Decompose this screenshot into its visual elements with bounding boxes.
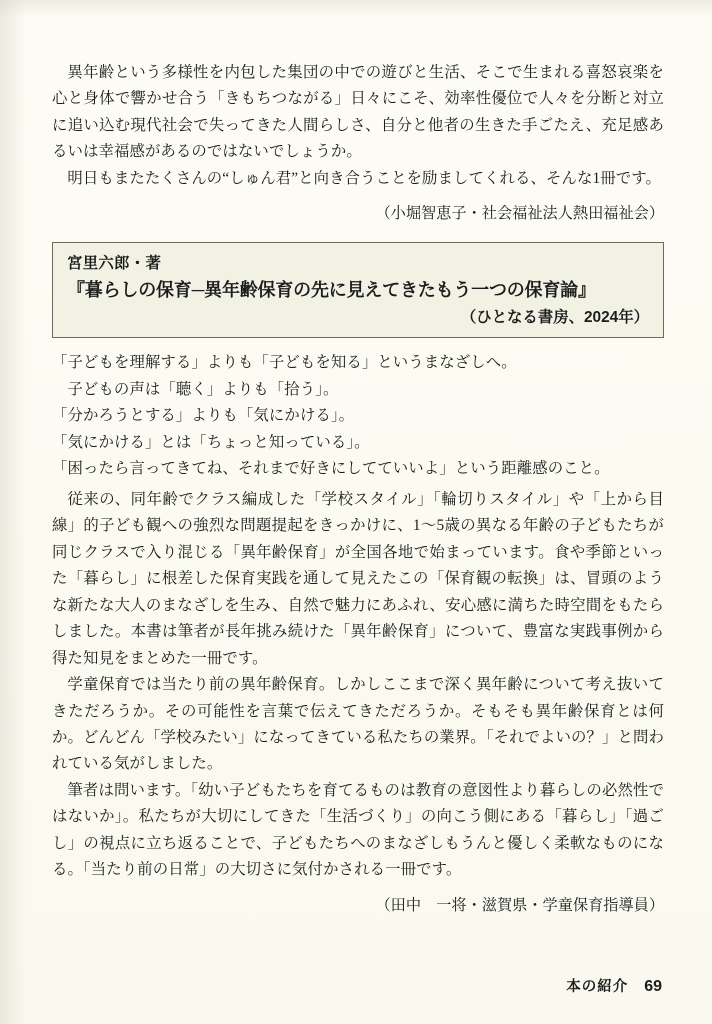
review-paragraph-2: 学童保育では当たり前の異年齢保育。しかしここまで深く異年齢について考え抜いてきただろうか。その可能性を言葉で伝えてきただろうか。そもそも異年齢保育とは何か。どんどん「学校みたい」になってきている私たちの業界。「それでよいの？」と問われている気がしました。: [52, 676, 664, 773]
review-line-5: 「困ったら言ってきてね、それまで好きにしてていいよ」という距離感のこと。: [52, 460, 610, 478]
intro-paragraph-1: 異年齢という多様性を内包した集団の中での遊びと生活、そこで生まれる喜怒哀楽を心と身体で響かせ合う「きもちつながる」日々にこそ、効率性優位で人々を分断と対立に追い込む現代社会で失ってきた人間らしさ、自分と他者の生きた手ごたえ、充足感あるいは幸福感があるのではないでしょうか。: [52, 64, 664, 161]
book-author: 宮里六郎・著: [67, 254, 162, 272]
footer-page-number: 69: [644, 978, 662, 995]
page-content: [52, 60, 664, 919]
intro-section: [52, 60, 664, 192]
footer-section-label: 本の紹介: [566, 979, 629, 995]
review-paragraph-1: 従来の、同年齢でクラス編成した「学校スタイル」「輪切りスタイル」や「上から目線」的子ども観への強烈な問題提起をきっかけに、1～5歳の異なる年齢の子どもたちが同じクラスで入り混じる「異年齢保育」が全国各地で始まっています。食や季節といった「暮らし」に根差した保育実践を通して見えたこの「保育観の転換」は、冒頭のような新たな大人のまなざしを生み、自然で魅力にあふれ、安心感に満ちた時空間をもたらしました。本書は筆者が長年挑み続けた「異年齢保育」について、豊富な実践事例から得た知見をまとめた一冊です。: [52, 490, 664, 667]
book-title: 『暮らしの保育─異年齢保育の先に見えてきたもう一つの保育論』: [67, 279, 596, 300]
review-line-1: 「子どもを理解する」よりも「子どもを知る」というまなざしへ。: [52, 354, 517, 372]
page-top-shading: [0, 0, 712, 18]
review-body: [52, 487, 664, 884]
book-info-box: [52, 242, 664, 339]
intro-attribution: （小堀智恵子・社会福祉法人熱田福祉会）: [375, 205, 664, 223]
review-paragraph-3: 筆者は問います。「幼い子どもたちを育てるものは教育の意図性より暮らしの必然性ではないか」。私たちが大切にしてきた「生活づくり」の向こう側にある「暮らし」「過ごし」の視点に立ち返ることで、子どもたちへのまなざしもうんと優しく柔軟なものになる。「当たり前の日常」の大切さに気付かされる一冊です。: [52, 781, 664, 879]
intro-paragraph-2: 明日もまたたくさんの“しゅん君”と向き合うことを励ましてくれる、そんな1冊です。: [67, 169, 661, 187]
book-publisher: （ひとなる書房、2024年）: [460, 309, 649, 327]
page-edge-shading: [0, 0, 26, 1024]
review-attribution: （田中 一将・滋賀県・学童保育指導員）: [375, 896, 664, 914]
review-line-3: 「分かろうとする」よりも「気にかける」。: [52, 407, 355, 425]
review-line-4: 「気にかける」とは「ちょっと知っている」。: [52, 433, 370, 451]
page-footer: [566, 975, 662, 996]
review-line-2: 子どもの声は「聴く」よりも「拾う」。: [67, 380, 339, 398]
review-lines: [52, 350, 664, 482]
